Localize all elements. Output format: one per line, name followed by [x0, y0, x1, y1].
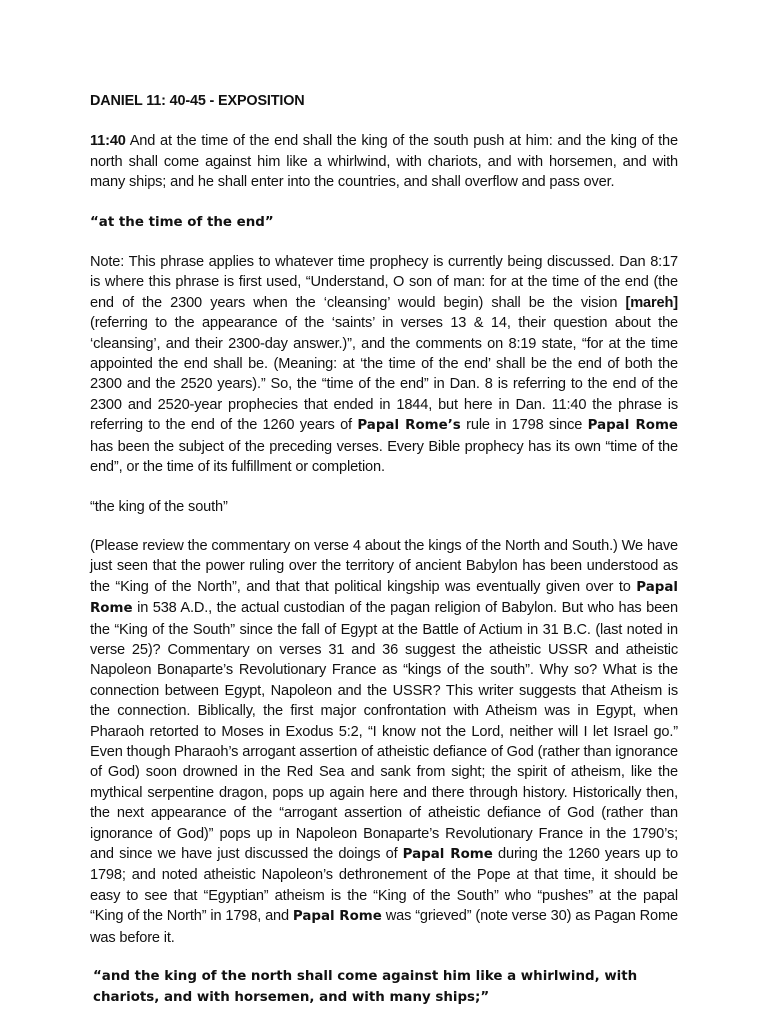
- note-paragraph: [90, 252, 678, 477]
- title-text: DANIEL 11: 40-45 - EXPOSITION: [90, 93, 305, 109]
- papal-rome-term: Papal Rome: [292, 909, 382, 925]
- papal-rome-term: Papal Rome’s: [357, 418, 461, 434]
- heading-king-of-south-text: “the king of the south”: [90, 498, 228, 515]
- papal-rome-term: Papal Rome: [402, 847, 493, 862]
- mareh-term: [mareh]: [625, 294, 678, 311]
- note-text-2: (referring to the appearance of the ‘saints’ in verses 13 & 14, their question about the ‘cleansing’, and their 2300-day answer.)”, and the comments on 8:19 state, “for at the time appointed the end shall be. (Meaning: at ‘the time of the end’ shall be the end of both the 2300 and the 2520 years).” So, the “time of the end” in Dan. 8 is referring to the end of the 2300 and 2520-year prophecies that ended in 1844, but here in Dan. 11:40 the phrase is referring to the end of the 1260 years of: [90, 315, 678, 434]
- commentary-text-2: in 538 A.D., the actual custodian of the pagan religion of Babylon. But who has been the “King of the South” since the fall of Egypt at the Battle of Actium in 31 B.C. (last noted in verse 25)? Commentary on verses 31 and 36 suggest the atheistic USSR and atheistic Napoleon Bonaparte’s Revolutionary France as “kings of the south”. Why so? What is the connection between Egypt, Napoleon and the USSR? This writer suggests that Atheism is the connection. Biblically, the first major confrontation with Atheism was in Egypt, when Pharaoh retorted to Moses in Exodus 5:2, “I know not the Lord, neither will I let Israel go.” Even though Pharaoh’s arrogant assertion of atheistic defiance of God (rather than ignorance of God) soon drowned in the Red Sea and sank from sight; the spirit of atheism, like the mythical serpentine dragon, pops up again here and there through history. Historically then, the next appearance of the “arrogant assertion of atheistic defiance of God (rather than ignorance of God)” pops up in Napoleon Bonaparte’s Revolutionary France in the 1790’s; and since we have just discussed the doings of: [90, 600, 678, 862]
- commentary-text-3: during the 1260 years up to 1798; and noted atheistic Napoleon’s dethronement of the Pope at that time, it should be easy to see that “Egyptian” atheism is the “King of the South” who “pushes” at the papal “King of the North” in 1798, and: [90, 846, 678, 925]
- heading-king-of-north-text: “and the king of the north shall come against him like a whirlwind, with chariots, and with horsemen, and with many ships;”: [93, 969, 638, 1005]
- section-heading-time-of-end: [90, 212, 678, 233]
- note-text-4: has been the subject of the preceding verses. Every Bible prophecy has its own “time of the end”, or the time of its fulfillment or completion.: [90, 438, 678, 476]
- verse-paragraph: [90, 131, 678, 192]
- document-body: [90, 91, 678, 1027]
- verse-text: And at the time of the end shall the king of the south push at him: and the king of the north shall come against him like a whirlwind, with chariots, and with horsemen, and with many ships; and he shall enter into the countries, and shall overflow and pass over.: [90, 133, 678, 191]
- commentary-text-1: (Please review the commentary on verse 4 about the kings of the North and South.) We have just seen that the power ruling over the territory of ancient Babylon has been understood as the “King of the North”, and that that political kingship was eventually given over to: [90, 537, 678, 595]
- commentary-text-4: was “grieved” (note verse 30) as Pagan Rome was before it.: [90, 908, 678, 946]
- papal-rome-term: Papal Rome: [90, 579, 678, 617]
- section-heading-king-of-south: [90, 497, 678, 517]
- papal-rome-term: Papal Rome: [587, 418, 678, 434]
- note-text-3: rule in 1798 since: [460, 417, 588, 434]
- heading-time-of-end-text: “at the time of the end”: [90, 214, 274, 230]
- commentary-paragraph: [90, 536, 678, 948]
- note-text-1: Note: This phrase applies to whatever time prophecy is currently being discussed. Dan 8:17 is where this phrase is first used, “Understand, O son of man: for at the time of the end (the end of the 2300 years when the ‘cleansing’ would begin) shall be the vision: [90, 254, 678, 311]
- document-title: [90, 91, 678, 111]
- verse-reference: 11:40: [90, 133, 126, 150]
- section-heading-king-of-north: [90, 967, 678, 1008]
